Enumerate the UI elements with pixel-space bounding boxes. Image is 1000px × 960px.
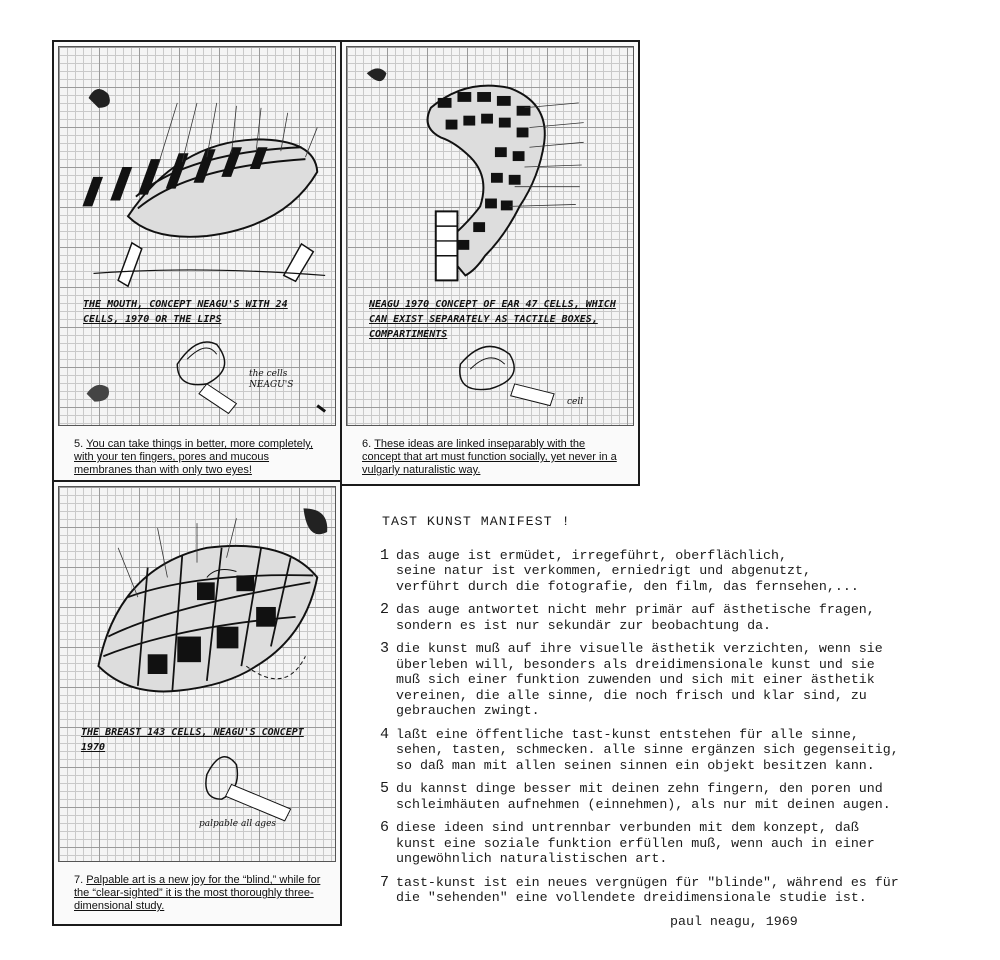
caption-6-number: 6. <box>362 438 372 450</box>
caption-7-text: Palpable art is a new joy for the “blind,” while for the “clear-sighted” it is the most thoroughly three-dimensional study. <box>74 874 321 912</box>
manifest-line: ungewöhnlich naturalistischen art. <box>396 851 668 866</box>
caption-5 <box>74 438 326 477</box>
caption-6-text: These ideas are linked inseparably with the concept that art must function socially, yet never in a vulgarly naturalistic way. <box>362 438 617 476</box>
panel-5 <box>52 40 342 486</box>
manifest-item <box>380 727 980 774</box>
panel-6 <box>340 40 640 486</box>
manifest-item-text <box>396 727 980 774</box>
sketch-note-5: THE MOUTH, CONCEPT NEAGU'S WITH 24 CELLS, 1970 OR THE LIPS <box>83 299 288 325</box>
manifest-item-text <box>396 641 980 719</box>
manifest-line: das auge antwortet nicht mehr primär auf ästhetische fragen, <box>396 602 875 617</box>
manifest-item-number: 5 <box>380 780 390 797</box>
manifest-title: TAST KUNST MANIFEST ! <box>382 514 571 529</box>
manifest-line: diese ideen sind untrennbar verbunden mit dem konzept, daß <box>396 820 859 835</box>
manifest-line: seine natur ist verkommen, erniedrigt und abgenutzt, <box>396 563 811 578</box>
manifest-item-number: 4 <box>380 725 390 743</box>
manifest-item-number: 2 <box>380 601 390 618</box>
manifest-line: muß sich einer funktion zuwenden und sich mit einer ästhetik <box>396 672 875 687</box>
caption-5-number: 5. <box>74 438 84 450</box>
manifest-item-text <box>396 548 980 595</box>
manifest-item <box>380 548 980 595</box>
manifest-line: die "sehenden" eine vollendete dreidimensionale studie ist. <box>396 890 867 905</box>
manifest-line: sondern es ist nur sekundär zur beobachtung da. <box>396 617 772 633</box>
caption-7 <box>74 874 326 913</box>
grid-sketch-ear <box>346 46 634 426</box>
manifest-signature: paul neagu, 1969 <box>670 913 798 929</box>
manifest-line: kunst eine soziale funktion erfüllen muß, wenn auch in einer <box>396 835 875 851</box>
manifest-item-number: 1 <box>380 546 390 564</box>
manifest-item-text <box>396 820 980 867</box>
manifest-item <box>380 875 980 906</box>
panel-7 <box>52 480 342 926</box>
caption-7-number: 7. <box>74 874 84 886</box>
manifest-item <box>380 781 980 812</box>
manifest-line: verführt durch die fotografie, den film, das fernsehen,... <box>396 578 859 594</box>
manifest-line: du kannst dinge besser mit deinen zehn fingern, den poren und <box>396 781 883 796</box>
sketch-label-5: the cells NEAGU'S <box>249 369 294 390</box>
manifest-line: schleimhäuten aufnehmen (einnehmen), als nur mit deinen augen. <box>396 796 891 812</box>
manifest-line: überleben will, besonders als dreidimensionale kunst und sie <box>396 656 875 672</box>
manifest-item-text <box>396 875 980 906</box>
sketch-note-7: THE BREAST 143 CELLS, NEAGU'S CONCEPT 1970 <box>81 727 304 753</box>
manifest-item-number: 3 <box>380 640 390 657</box>
caption-5-text: You can take things in better, more completely, with your ten fingers, pores and mucous membranes than with only two eyes! <box>74 438 314 476</box>
manifest-line: gebrauchen zwingt. <box>396 703 540 718</box>
ear-sketch <box>347 47 633 425</box>
manifest-line: tast-kunst ist ein neues vergnügen für "blinde", während es für <box>396 874 899 890</box>
manifest <box>380 514 980 929</box>
manifest-line: laßt eine öffentliche tast-kunst entstehen für alle sinne, <box>396 726 859 742</box>
manifest-line: sehen, tasten, schmecken. alle sinne ergänzen sich gegenseitig, <box>396 742 899 757</box>
sketch-note-6: NEAGU 1970 CONCEPT OF EAR 47 CELLS, WHICH CAN EXIST SEPARATELY AS TACTILE BOXES, COMPARTIMENTS <box>369 299 616 340</box>
grid-sketch-breast <box>58 486 336 862</box>
manifest-item <box>380 820 980 867</box>
caption-6 <box>362 438 624 477</box>
manifest-item-text <box>396 602 980 633</box>
manifest-line: vereinen, die alle sinne, die noch frisch und klar sind, zu <box>396 687 867 703</box>
manifest-item-text <box>396 781 980 812</box>
grid-sketch-mouth <box>58 46 336 426</box>
sketch-label-7: palpable all ages <box>199 819 277 829</box>
manifest-line: das auge ist ermüdet, irregeführt, oberflächlich, <box>396 547 787 563</box>
manifest-item-number: 6 <box>380 819 390 836</box>
manifest-item <box>380 602 980 633</box>
manifest-item <box>380 641 980 719</box>
manifest-item-number: 7 <box>380 873 390 891</box>
sketch-label-6: cell <box>567 397 584 407</box>
breast-sketch <box>59 487 335 861</box>
manifest-line: so daß man mit allen seinen sinnen ein objekt besitzen kann. <box>396 757 875 773</box>
manifest-line: die kunst muß auf ihre visuelle ästhetik verzichten, wenn sie <box>396 641 883 656</box>
